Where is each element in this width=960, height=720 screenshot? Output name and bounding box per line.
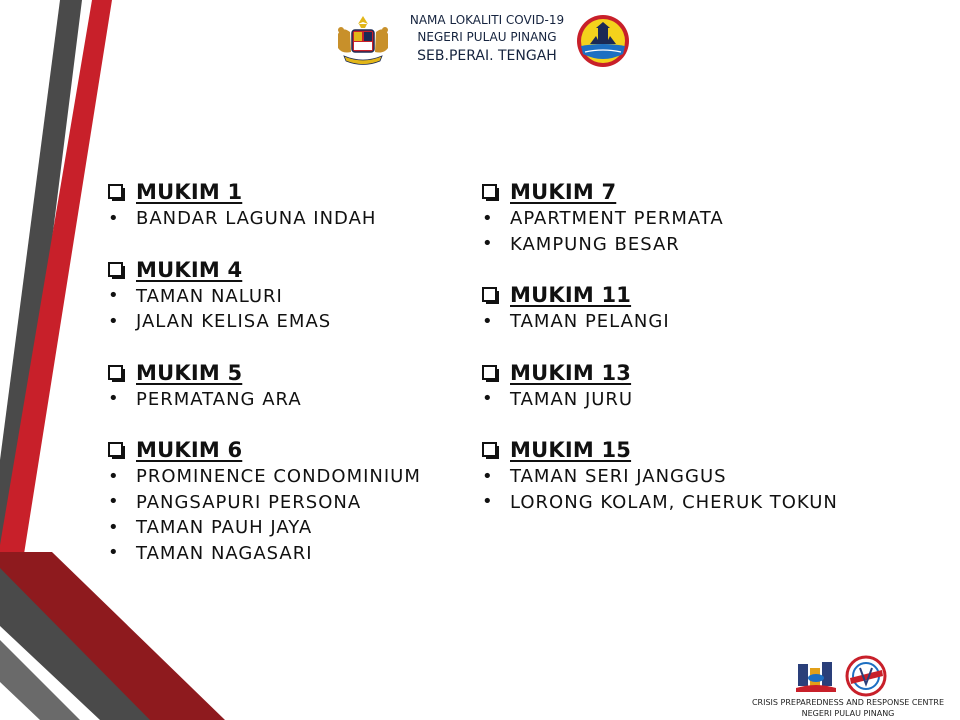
bullet-icon: • [482, 388, 493, 410]
locality-item [108, 284, 458, 310]
bullet-icon: • [482, 207, 493, 229]
mukim-section [482, 178, 902, 257]
checkbox-bullet-icon [108, 262, 124, 278]
locality-list [482, 464, 902, 515]
mukim-section [108, 436, 458, 566]
checkbox-bullet-icon [108, 184, 124, 200]
locality-name: TAMAN PELANGI [510, 311, 670, 333]
locality-item [108, 464, 458, 490]
mukim-heading [482, 281, 902, 309]
bullet-icon: • [108, 207, 119, 229]
locality-list [482, 309, 902, 335]
right-column [482, 178, 902, 539]
header-title-line2: NEGERI PULAU PINANG [417, 30, 557, 44]
mukim-heading-text: MUKIM 11 [510, 283, 632, 307]
locality-item [482, 490, 902, 516]
malaysia-coat-of-arms-icon [332, 14, 394, 70]
mukim-section [108, 178, 458, 232]
checkbox-bullet-icon [482, 365, 498, 381]
penang-health-badge-icon [847, 657, 885, 695]
bullet-icon: • [482, 233, 493, 255]
bullet-icon: • [108, 310, 119, 332]
locality-name: APARTMENT PERMATA [510, 208, 724, 230]
locality-name: TAMAN NALURI [136, 285, 283, 307]
locality-name: PANGSAPURI PERSONA [136, 491, 362, 513]
locality-name: PROMINENCE CONDOMINIUM [136, 466, 421, 488]
left-column [108, 178, 458, 590]
locality-list [108, 464, 458, 566]
footer-org-state: NEGERI PULAU PINANG [801, 709, 895, 718]
checkbox-bullet-icon [482, 184, 498, 200]
checkbox-bullet-icon [482, 442, 498, 458]
locality-item [482, 464, 902, 490]
footer-org-name: CRISIS PREPAREDNESS AND RESPONSE CENTRE [751, 698, 945, 707]
locality-item [482, 309, 902, 335]
penang-state-seal-icon [576, 14, 630, 68]
locality-name: LORONG KOLAM, CHERUK TOKUN [510, 491, 838, 513]
bullet-icon: • [108, 465, 119, 487]
mukim-heading-text: MUKIM 5 [136, 360, 243, 385]
mukim-section [108, 359, 458, 413]
bullet-icon: • [108, 491, 119, 513]
locality-name: TAMAN JURU [510, 388, 634, 410]
locality-name: KAMPUNG BESAR [510, 233, 680, 255]
mukim-heading-text: MUKIM 15 [510, 438, 632, 462]
locality-item [108, 490, 458, 516]
locality-name: JALAN KELISA EMAS [136, 311, 332, 333]
bullet-icon: • [108, 388, 119, 410]
mukim-heading [108, 178, 458, 206]
checkbox-bullet-icon [108, 442, 124, 458]
bullet-icon: • [482, 491, 493, 513]
locality-item [108, 541, 458, 567]
locality-name: PERMATANG ARA [136, 388, 302, 410]
mukim-heading [482, 178, 902, 206]
locality-item [108, 206, 458, 232]
locality-name: BANDAR LAGUNA INDAH [136, 208, 377, 230]
bullet-icon: • [108, 285, 119, 307]
mukim-heading [108, 256, 458, 284]
locality-name: TAMAN NAGASARI [136, 542, 313, 564]
bullet-icon: • [482, 310, 493, 332]
mukim-section [482, 359, 902, 413]
header [330, 10, 630, 70]
mukim-heading-text: MUKIM 6 [136, 438, 243, 462]
mukim-heading-text: MUKIM 1 [136, 180, 243, 204]
footer [738, 652, 958, 720]
checkbox-bullet-icon [108, 365, 124, 381]
mukim-section [108, 256, 458, 335]
mukim-heading [482, 359, 902, 387]
mukim-heading-text: MUKIM 7 [510, 180, 617, 204]
header-title-line1: NAMA LOKALITI COVID-19 [409, 13, 565, 27]
mukim-heading-text: MUKIM 4 [136, 257, 243, 282]
locality-item [108, 387, 458, 413]
locality-item [108, 515, 458, 541]
mukim-heading [108, 436, 458, 464]
locality-list [482, 387, 902, 413]
locality-item [108, 309, 458, 335]
footer-logos [790, 654, 900, 698]
mukim-section [482, 281, 902, 335]
bullet-icon: • [108, 542, 119, 564]
header-title [398, 12, 576, 66]
checkbox-bullet-icon [482, 287, 498, 303]
locality-list [108, 284, 458, 335]
locality-item [482, 206, 902, 232]
locality-item [482, 387, 902, 413]
locality-name: TAMAN PAUH JAYA [136, 517, 313, 539]
bullet-icon: • [108, 516, 119, 538]
locality-item [482, 232, 902, 258]
bullet-icon: • [482, 465, 493, 487]
cprc-logo-icon [796, 662, 836, 692]
header-title-line3: SEB.PERAI. TENGAH [417, 48, 557, 64]
mukim-heading [482, 436, 902, 464]
locality-list [108, 206, 458, 232]
locality-list [108, 387, 458, 413]
mukim-section [482, 436, 902, 515]
mukim-heading-text: MUKIM 13 [510, 360, 632, 385]
locality-name: TAMAN SERI JANGGUS [510, 466, 727, 488]
locality-list [482, 206, 902, 257]
mukim-heading [108, 359, 458, 387]
